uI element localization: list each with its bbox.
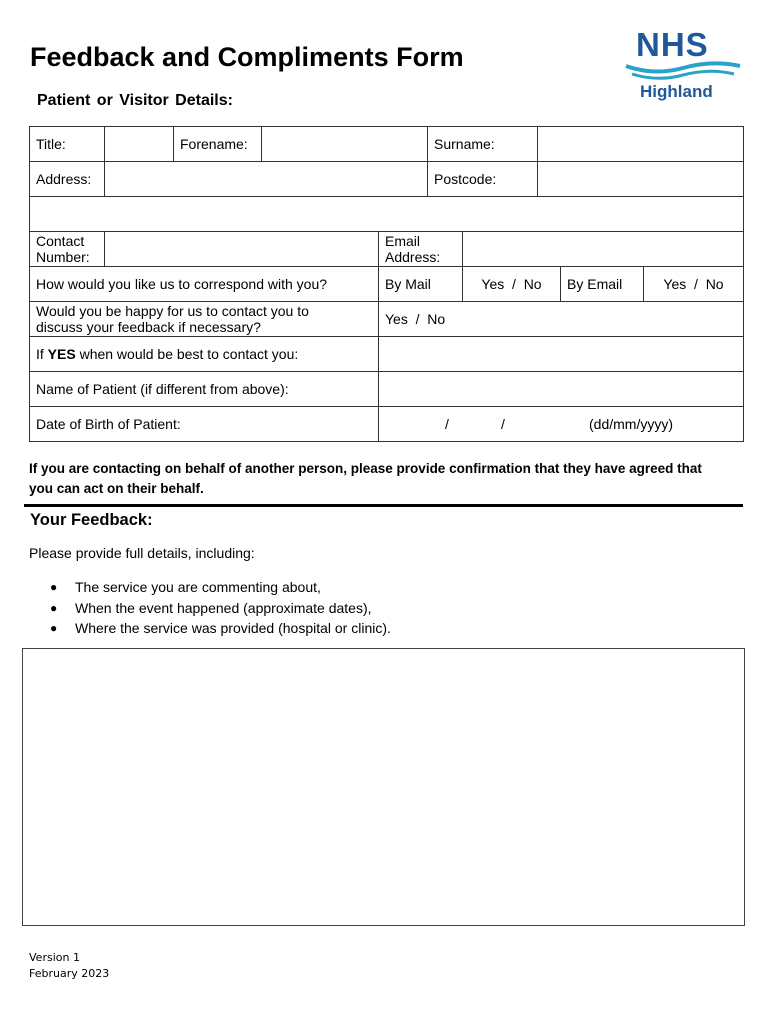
bullet-icon: ● — [50, 580, 58, 595]
contact-yes-no-text: Yes / No — [385, 311, 446, 327]
best-time-label — [29, 336, 379, 372]
forename-label — [173, 126, 262, 162]
feedback-intro: Please provide full details, including: — [29, 545, 255, 561]
patient-name-label-text: Name of Patient (if different from above): — [36, 381, 289, 397]
email-yes-no-text: Yes / No — [663, 276, 724, 292]
dob-label — [29, 406, 379, 442]
by-mail-text: By Mail — [385, 276, 431, 292]
correspond-question-text: How would you like us to correspond with you? — [36, 276, 328, 292]
section-divider — [24, 504, 743, 507]
section-subtitle: Patient or Visitor Details: — [37, 92, 233, 109]
address-field[interactable] — [104, 161, 428, 197]
page-title: Feedback and Compliments Form — [30, 42, 464, 72]
contact-number-label-line2: Number: — [36, 249, 90, 265]
surname-label-text: Surname: — [434, 136, 495, 152]
surname-field[interactable] — [537, 126, 744, 162]
dob-slash-2: / — [501, 416, 505, 432]
address-label-text: Address: — [36, 171, 92, 187]
email-yes-no-option[interactable] — [643, 266, 744, 302]
contact-question — [29, 301, 379, 337]
dob-field[interactable] — [378, 406, 744, 442]
bullet-icon: ● — [50, 600, 58, 615]
list-item — [50, 577, 391, 598]
correspond-question — [29, 266, 379, 302]
best-time-suffix: when would be best to contact you: — [79, 346, 299, 362]
mail-yes-no-option[interactable] — [462, 266, 561, 302]
best-time-field[interactable] — [378, 336, 744, 372]
postcode-field[interactable] — [537, 161, 744, 197]
footer-version: Version 1 — [29, 951, 80, 964]
nhs-logo — [624, 26, 742, 106]
postcode-label — [427, 161, 538, 197]
title-field[interactable] — [104, 126, 174, 162]
feedback-bullet-list — [50, 577, 391, 639]
list-item — [50, 618, 391, 639]
patient-name-label — [29, 371, 379, 407]
contact-number-label-line1: Contact — [36, 233, 85, 249]
dob-slash-1: / — [445, 416, 449, 432]
list-item — [50, 598, 391, 619]
dob-label-text: Date of Birth of Patient: — [36, 416, 181, 432]
forename-label-text: Forename: — [180, 136, 248, 152]
on-behalf-note: If you are contacting on behalf of another person, please provide confirmation that they have agreed that you can act on their behalf. — [29, 461, 702, 496]
mail-yes-no-text: Yes / No — [481, 276, 542, 292]
email-label-line1: Email — [385, 233, 421, 249]
feedback-heading: Your Feedback: — [30, 511, 153, 529]
bullet-text: When the event happened (approximate dates), — [75, 599, 372, 616]
title-label-text: Title: — [36, 136, 66, 152]
address-line-2-field[interactable] — [29, 196, 744, 232]
email-field[interactable] — [462, 231, 744, 267]
by-mail-label — [378, 266, 463, 302]
forename-field[interactable] — [261, 126, 428, 162]
email-label — [378, 231, 463, 267]
bullet-text: The service you are commenting about, — [75, 579, 321, 596]
logo-region-text: Highland — [640, 82, 713, 101]
wave-icon — [624, 60, 742, 82]
surname-label — [427, 126, 538, 162]
title-label — [29, 126, 105, 162]
dob-format-hint: (dd/mm/yyyy) — [589, 416, 673, 432]
contact-question-line2: discuss your feedback if necessary? — [36, 319, 261, 335]
footer — [29, 950, 109, 982]
by-email-label — [560, 266, 644, 302]
address-label — [29, 161, 105, 197]
contact-yes-no-option[interactable] — [378, 301, 744, 337]
footer-date: February 2023 — [29, 967, 110, 980]
email-label-line2: Address: — [385, 249, 441, 265]
bullet-text: Where the service was provided (hospital or clinic). — [75, 620, 391, 637]
bullet-icon: ● — [50, 621, 58, 636]
best-time-yes: YES — [47, 346, 76, 362]
patient-name-field[interactable] — [378, 371, 744, 407]
best-time-prefix: If — [36, 346, 44, 362]
contact-number-label — [29, 231, 105, 267]
contact-number-field[interactable] — [104, 231, 379, 267]
by-email-text: By Email — [567, 276, 623, 292]
contact-question-line1: Would you be happy for us to contact you to — [36, 303, 309, 319]
feedback-text-area[interactable] — [22, 648, 745, 926]
postcode-label-text: Postcode: — [434, 171, 497, 187]
logo-nhs-text: NHS — [636, 26, 709, 63]
